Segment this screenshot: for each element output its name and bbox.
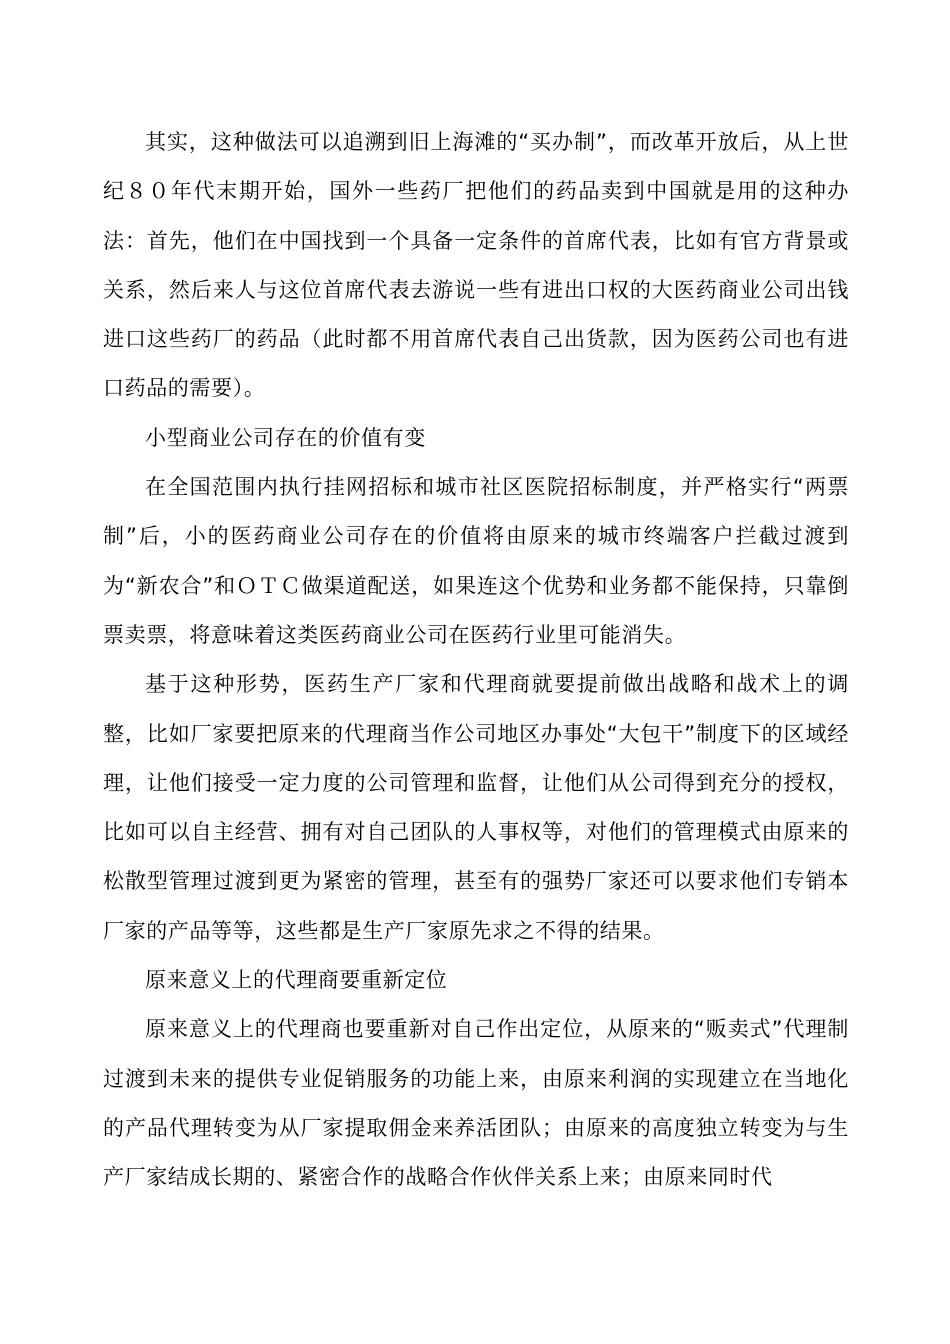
- paragraph-strategy-adjustment: 基于这种形势，医药生产厂家和代理商就要提前做出战略和战术上的调整，比如厂家要把原来的代理商当作公司地区办事处“大包干”制度下的区域经理，让他们接受一定力度的公司管理和监督，让他们从公司得到充分的授权，比如可以自主经营、拥有对自己团队的人事权等，对他们的管理模式由原来的松散型管理过渡到更为紧密的管理，甚至有的强势厂家还可以要求他们专销本厂家的产品等等，这些都是生产厂家原先求之不得的结果。: [103, 672, 849, 943]
- paragraph-mai-ban-zhi: 其实，这种做法可以追溯到旧上海滩的“买办制”，而改革开放后，从上世纪８０年代末期开始，国外一些药厂把他们的药品卖到中国就是用的这种办法：首先，他们在中国找到一个具备一定条件的首席代表，比如有官方背景或关系，然后来人与这位首席代表去游说一些有进出口权的大医药商业公司出钱进口这些药厂的药品（此时都不用首席代表自己出货款，因为医药公司也有进口药品的需要）。: [103, 130, 849, 401]
- document-body: [103, 118, 849, 1203]
- paragraph-two-invoice-system: 在全国范围内执行挂网招标和城市社区医院招标制度，并严格实行“两票制”后，小的医药商业公司存在的价值将由原来的城市终端客户拦截过渡到为“新农合”和ＯＴＣ做渠道配送，如果连这个优势和业务都不能保持，只靠倒票卖票，将意味着这类医药商业公司在医药行业里可能消失。: [103, 475, 849, 647]
- section-heading-agent-reposition: 原来意义上的代理商要重新定位: [145, 968, 448, 993]
- section-heading-small-companies: 小型商业公司存在的价值有变: [145, 425, 426, 450]
- paragraph-agent-reposition: 原来意义上的代理商也要重新对自己作出定位，从原来的“贩卖式”代理制过渡到未来的提供专业促销服务的功能上来，由原来利润的实现建立在当地化的产品代理转变为从厂家提取佣金来养活团队；由原来的高度独立转变为与生产厂家结成长期的、紧密合作的战略合作伙伴关系上来；由原来同时代: [103, 1017, 849, 1190]
